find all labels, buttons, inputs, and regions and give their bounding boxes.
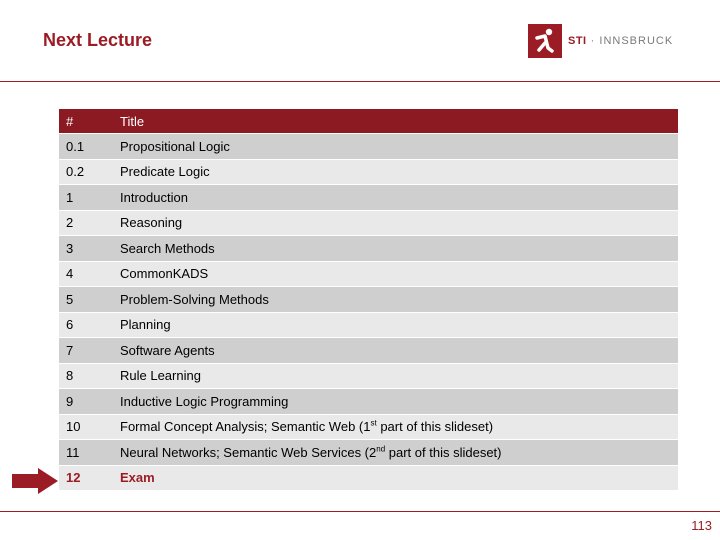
table-row <box>59 134 678 160</box>
row-number: 4 <box>59 262 113 288</box>
sti-innsbruck-logo <box>528 24 673 58</box>
row-title <box>113 440 678 466</box>
logo-sti: STI <box>568 35 587 47</box>
row-number: 10 <box>59 415 113 441</box>
row-title: Predicate Logic <box>113 160 678 186</box>
table-row <box>59 211 678 237</box>
row-number: 7 <box>59 338 113 364</box>
row-number: 1 <box>59 185 113 211</box>
slide-title: Next Lecture <box>43 30 153 50</box>
logo-sep: · <box>586 35 600 47</box>
row-number: 2 <box>59 211 113 237</box>
header-title: Title <box>113 109 678 134</box>
row-title: Inductive Logic Programming <box>113 389 678 415</box>
table-row <box>59 313 678 339</box>
row-title-text: Neural Networks; Semantic Web Services (2 <box>120 444 377 460</box>
table-row <box>59 364 678 390</box>
row-number: 6 <box>59 313 113 339</box>
logo-text <box>568 35 673 47</box>
table-row <box>59 236 678 262</box>
row-title: Planning <box>113 313 678 339</box>
row-number: 3 <box>59 236 113 262</box>
row-number: 9 <box>59 389 113 415</box>
logo-place: INNSBRUCK <box>599 35 674 47</box>
row-number: 8 <box>59 364 113 390</box>
table-row <box>59 262 678 288</box>
table-row <box>59 440 678 466</box>
row-title: Introduction <box>113 185 678 211</box>
row-number: 0.1 <box>59 134 113 160</box>
lecture-table <box>59 109 678 491</box>
row-title-text: Formal Concept Analysis; Semantic Web (1 <box>120 419 371 435</box>
row-title-text: part of this slideset) <box>385 444 502 460</box>
right-arrow-icon <box>12 468 58 499</box>
table-row-highlighted <box>59 466 678 492</box>
row-title: Rule Learning <box>113 364 678 390</box>
row-title: CommonKADS <box>113 262 678 288</box>
row-title: Reasoning <box>113 211 678 237</box>
page-number: 113 <box>691 518 712 533</box>
ordinal-suffix: st <box>370 418 377 428</box>
row-title: Exam <box>113 466 678 492</box>
row-title: Propositional Logic <box>113 134 678 160</box>
row-title-text: part of this slideset) <box>376 419 494 435</box>
header-divider <box>0 81 720 82</box>
row-title: Search Methods <box>113 236 678 262</box>
table-row <box>59 287 678 313</box>
row-title <box>113 415 678 441</box>
header-number: # <box>59 109 113 134</box>
row-number: 5 <box>59 287 113 313</box>
table-row <box>59 415 678 441</box>
row-title: Problem-Solving Methods <box>113 287 678 313</box>
row-title: Software Agents <box>113 338 678 364</box>
row-number: 0.2 <box>59 160 113 186</box>
table-row <box>59 185 678 211</box>
table-row <box>59 389 678 415</box>
row-number: 12 <box>59 466 113 492</box>
row-number: 11 <box>59 440 113 466</box>
footer-divider <box>0 511 720 512</box>
table-header-row <box>59 109 678 134</box>
table-row <box>59 160 678 186</box>
ordinal-suffix: nd <box>376 444 386 454</box>
table-row <box>59 338 678 364</box>
sti-figure-icon <box>528 24 562 58</box>
